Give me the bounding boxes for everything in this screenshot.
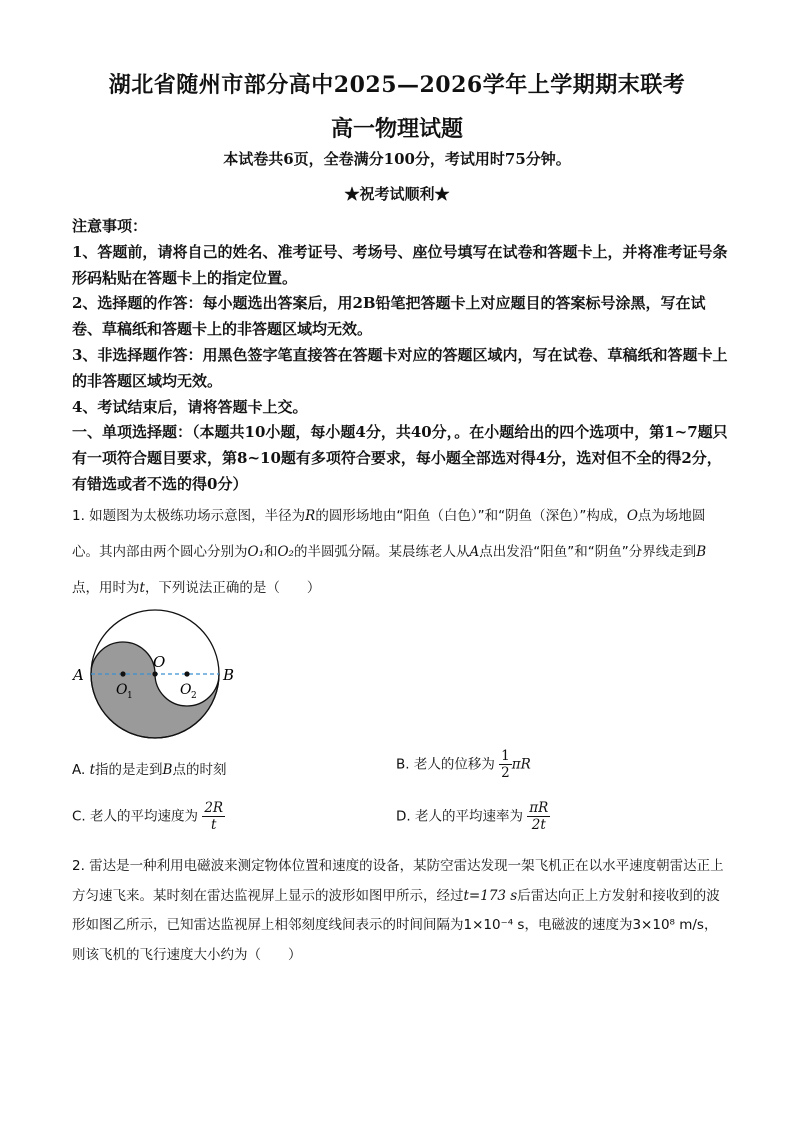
option-D: D. 老人的平均速率为 $\frac{\pi R}{2t}$ xyxy=(396,800,549,833)
note-item: 1、答题前，请将自己的姓名、准考证号、考场号、座位号填写在试卷和答题卡上，并将准考证号条形码粘贴在答题卡上的指定位置。 xyxy=(72,242,728,287)
taiji-figure xyxy=(70,608,245,752)
exam-title: 湖北省随州市部分高中2025—2026学年上学期期末联考 xyxy=(108,72,686,98)
label-O1: O xyxy=(116,682,128,698)
point-O xyxy=(152,671,157,676)
notes-heading: 注意事项： xyxy=(72,217,148,235)
question-1 xyxy=(72,498,728,606)
question-2 xyxy=(72,852,728,970)
label-O2-sub: 2 xyxy=(191,691,197,701)
point-O2 xyxy=(184,671,189,676)
good-luck-line: ★祝考试顺利★ xyxy=(344,185,450,203)
note-item: 2、选择题的作答：每小题选出答案后，用2B铅笔把答题卡上对应题目的答案标号涂黑，写在试卷、草稿纸和答题卡上的非答题区域均无效。 xyxy=(72,294,706,339)
label-A: A xyxy=(73,666,84,684)
fraction: $\frac{1}{2}$ xyxy=(501,748,510,781)
note-item: 4、考试结束后，请将答题卡上交。 xyxy=(72,397,308,416)
section-heading: 一、单项选择题：（本题共10小题，每小题4分，共40分，。在小题给出的四个选项中，第1~7题只有一项符合题目要求，第8~10题有多项符合要求，每小题全部选对得4分，选对但不全的得2分，有错选或者不选的得0分） xyxy=(72,423,728,493)
notes-section xyxy=(72,214,728,498)
label-O1-sub: 1 xyxy=(127,691,133,701)
question-2-stem: 2. 雷达是一种利用电磁波来测定物体位置和速度的设备，某防空雷达发现一架飞机正在以水平速度朝雷达正上方匀速飞来。某时刻在雷达监视屏上显示的波形如图甲所示，经过t=173 s后雷达向正上方发射和接收到的波形如图乙所示，已知雷达监视屏上相邻刻度线间表示的时间间隔为1×10⁻⁴ s，电磁波的速度为3×10⁸ m/s，则该飞机的飞行速度大小约为（ ） xyxy=(72,858,724,963)
exam-info: 本试卷共6页，全卷满分100分，考试用时75分钟。 xyxy=(223,150,571,168)
subject-title: 高一物理试题 xyxy=(330,116,463,142)
question-1-stem: 1. 如题图为太极练功场示意图，半径为R的圆形场地由“阳鱼（白色）”和“阴鱼（深色）”构成，O点为场地圆心。其内部由两个圆心分别为O₁和O₂的半圆弧分隔。某晨练老人从A点出发沿“阳鱼”和“阴鱼”分界线走到B点，用时为t，下列说法正确的是（ ） xyxy=(72,508,707,596)
taiji-diagram xyxy=(70,608,245,748)
fraction: $\frac{2R}{t}$ xyxy=(204,800,224,833)
label-B: B xyxy=(223,666,235,684)
option-C: C. 老人的平均速度为 $\frac{2R}{t}$ xyxy=(72,800,224,833)
label-O: O xyxy=(153,653,166,671)
fraction: $\frac{\pi R}{2t}$ xyxy=(529,800,549,833)
option-B: B. 老人的位移为 $\frac{1}{2}$ πR xyxy=(396,748,531,781)
option-A: A. t指的是走到B点的时刻 xyxy=(72,762,227,778)
point-O1 xyxy=(120,671,125,676)
label-O2: O xyxy=(180,682,192,698)
note-item: 3、非选择题作答：用黑色签字笔直接答在答题卡对应的答题区域内，写在试卷、草稿纸和答题卡上的非答题区域均无效。 xyxy=(72,345,728,390)
